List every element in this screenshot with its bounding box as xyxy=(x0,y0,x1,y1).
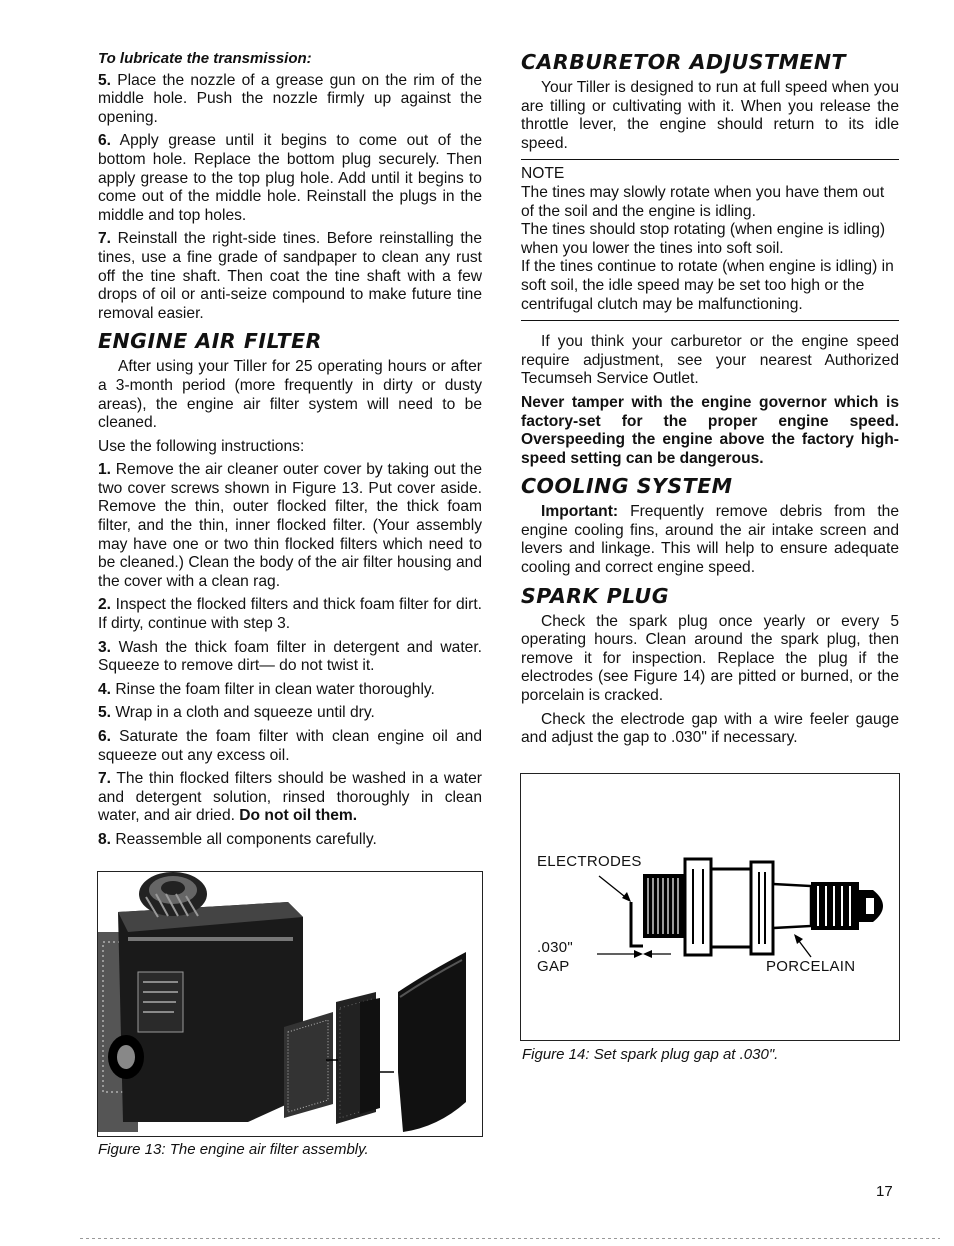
air-filter-step-6: 6. Saturate the foam filter with clean engine oil and squeeze out any excess oil. xyxy=(98,728,482,764)
transmission-step-5: 5. Place the nozzle of a grease gun on the rim of the middle hole. Push the nozzle firmly up against the opening. xyxy=(98,71,482,126)
air-filter-step-4: 4. Rinse the foam filter in clean water thoroughly. xyxy=(98,680,435,698)
air-filter-step-5: 5. Wrap in a cloth and squeeze until dry. xyxy=(98,704,375,722)
important-label: Important: xyxy=(541,503,619,521)
transmission-step-6: 6. Apply grease until it begins to come out of the bottom hole. Replace the bottom plug securely. Then apply grease to the top plug hole. Add until it begins to come out of the middle hole. Reinstall the plugs in the middle and top holes. xyxy=(98,132,482,224)
note-box xyxy=(521,159,899,321)
gap-label: GAP xyxy=(537,958,570,975)
right-column xyxy=(521,50,899,753)
figure-14-caption: Figure 14: Set spark plug gap at .030". xyxy=(522,1046,779,1063)
air-filter-step-1: 1. Remove the air cleaner outer cover by taking out the two cover screws shown in Figure 13. Put cover aside. Remove the thin, outer flocked filter, the thick foam filter, and the thin, inner flocked filter. (Your assembly may have one or two thin flocked filters which need to be cleaned.) Clean the body of the air filter housing and the cover with a clean rag. xyxy=(98,461,482,590)
note-line-1: The tines may slowly rotate when you have them out of the soil and the engine is idling. xyxy=(521,183,885,220)
note-label: NOTE xyxy=(521,165,565,183)
spark-para-1: Check the spark plug once yearly or every 5 operating hours. Clean around the spark plug, then remove it for inspection. Replace the plug if the electrodes (see Figure 14) are pitted or burned, or the porcelain is cracked. xyxy=(521,612,899,705)
gap-value-label: .030" xyxy=(537,939,574,956)
carburetor-adjustment-heading: CARBURETOR ADJUSTMENT xyxy=(521,50,847,74)
air-filter-intro: After using your Tiller for 25 operating hours or after a 3-month period (more frequently in dirty or dusty areas), the engine air filter system will need to be cleaned. xyxy=(98,358,482,432)
air-filter-use-following: Use the following instructions: xyxy=(98,437,305,455)
air-filter-step-7: 7. The thin flocked filters should be washed in a water and detergent solution, rinsed thoroughly in clean water, and air dried. Do not oil them. xyxy=(98,770,482,825)
engine-air-filter-heading: ENGINE AIR FILTER xyxy=(98,329,322,354)
bottom-rule xyxy=(80,1238,940,1239)
air-filter-step-2: 2. Inspect the flocked filters and thick foam filter for dirt. If dirty, continue with step 3. xyxy=(98,596,482,633)
carburetor-para-2: If you think your carburetor or the engine speed require adjustment, see your nearest Authorized Tecumseh Service Outlet. xyxy=(521,333,899,388)
governor-warning: Never tamper with the engine governor which is factory-set for the proper engine speed. Overspeeding the engine above the factory high-speed setting can be dangerous. xyxy=(521,393,899,467)
transmission-step-7: 7. Reinstall the right-side tines. Before reinstalling the tines, use a fine grade of sandpaper to clean any rust off the tine shaft. Then coat the tine shaft with a few drops of oil or anti-seize compound to make future tine removal easier. xyxy=(98,230,482,322)
spark-plug-illustration xyxy=(521,774,899,1040)
porcelain-label: PORCELAIN xyxy=(766,958,856,975)
figure-13-caption: Figure 13: The engine air filter assembly. xyxy=(98,1141,369,1158)
spark-para-2: Check the electrode gap with a wire feeler gauge and adjust the gap to .030" if necessary. xyxy=(521,710,899,747)
electrodes-label: ELECTRODES xyxy=(537,853,642,870)
note-line-3: If the tines continue to rotate (when engine is idling) in soft soil, the idle speed may be set too high or the centrifugal clutch may be malfunctioning. xyxy=(521,258,894,313)
spark-plug-heading: SPARK PLUG xyxy=(521,583,670,608)
air-filter-figure xyxy=(97,871,483,1137)
note-line-2: The tines should stop rotating (when engine is idling) when you lower the tines into soft soil. xyxy=(521,221,886,257)
air-filter-step-3: 3. Wash the thick foam filter in detergent and water. Squeeze to remove dirt— do not twist it. xyxy=(98,638,482,675)
cooling-system-heading: COOLING SYSTEM xyxy=(521,474,733,499)
page-number: 17 xyxy=(876,1183,893,1200)
transmission-subheading: To lubricate the transmission: xyxy=(98,50,312,67)
do-not-oil-warning: Do not oil them. xyxy=(239,807,358,825)
spark-plug-figure xyxy=(520,773,900,1041)
left-column xyxy=(98,50,482,855)
air-filter-illustration xyxy=(98,872,482,1136)
cooling-para: Important: Frequently remove debris from the engine cooling fins, around the air intake screen and levers and linkage. This will help to ensure adequate cooling and correct engine speed. xyxy=(521,503,899,577)
air-filter-step-8: 8. Reassemble all components carefully. xyxy=(98,830,377,848)
carburetor-para-1: Your Tiller is designed to run at full speed when you are tilling or cultivating with it. When you release the throttle lever, the engine should return to its idle speed. xyxy=(521,79,899,152)
